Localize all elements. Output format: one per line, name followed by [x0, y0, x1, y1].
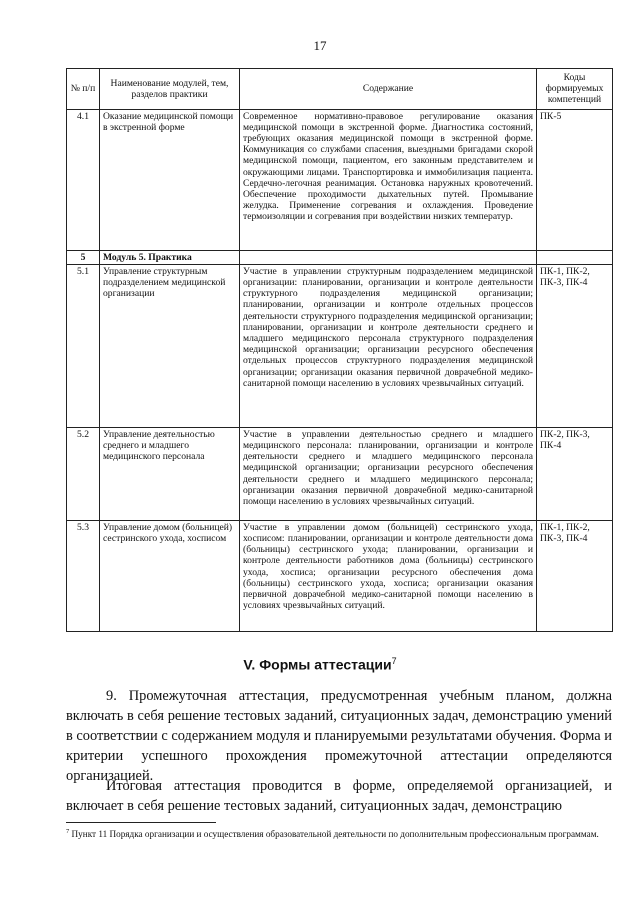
footnote-text: Пункт 11 Порядка организации и осуществления образовательной деятельности по дополнительным профессиональным программам. — [71, 829, 599, 840]
row-name: Управление деятельностью среднего и младшего медицинского персонала — [100, 427, 240, 520]
section-title-text: V. Формы аттестации — [243, 656, 392, 673]
table-row — [67, 427, 613, 520]
footnote-reference: 7 — [391, 656, 397, 666]
header-content: Содержание — [240, 69, 537, 110]
row-codes: ПК-1, ПК-2, ПК-3, ПК-4 — [537, 520, 613, 631]
header-num: № п/п — [67, 69, 100, 110]
row-content: Участие в управлении деятельностью среднего и младшего медицинского персонала: планировании, организации и контроле деятельности среднего и младшего медицинского персонала медицинской организации; организации ресурсного обеспечения деятельности среднего и младшего медицинского персонала; организации оказания первичной доврачебной медико-санитарной помощи населению в условиях чрезвычайных ситуаций. — [240, 427, 537, 520]
row-num: 5.1 — [67, 264, 100, 427]
row-codes: ПК-5 — [537, 109, 613, 250]
modules-table — [66, 68, 613, 632]
row-num: 5.3 — [67, 520, 100, 631]
table-row — [67, 109, 613, 250]
row-codes: ПК-1, ПК-2, ПК-3, ПК-4 — [537, 264, 613, 427]
row-name: Модуль 5. Практика — [100, 250, 240, 264]
page-number: 17 — [313, 38, 327, 53]
row-name: Управление структурным подразделением медицинской организации — [100, 264, 240, 427]
table-row — [67, 520, 613, 631]
table-row — [67, 264, 613, 427]
row-num: 4.1 — [67, 109, 100, 250]
row-num: 5.2 — [67, 427, 100, 520]
row-name: Оказание медицинской помощи в экстренной форме — [100, 109, 240, 250]
row-num: 5 — [67, 250, 100, 264]
row-content: Современное нормативно-правовое регулирование оказания медицинской помощи в экстренной форме. Диагностика состояний, требующих оказания медицинской помощи в экстренной форме. Коммуникация со службами спасения, выездными бригадами скорой медицинской помощи, пациентом, его законным представителем и окружающими лицами. Транспортировка и иммобилизация пациента. Сердечно-легочная реанимация. Остановка наружных кровотечений. Обеспечение проходимости дыхательных путей. Промывание желудка. Применение согревания и охлаждения. Проведение термоизоляции и согревания при воздействии низких температур. — [240, 109, 537, 250]
section-title — [0, 656, 640, 673]
paragraph-intermediate-attestation: 9. Промежуточная аттестация, предусмотренная учебным планом, должна включать в себя решение тестовых заданий, ситуационных задач, демонстрацию умений в соответствии с содержанием модуля и планируемыми результатами обучения. Форма и критерии успешного прохождения промежуточной аттестации определяются организацией. — [66, 688, 612, 784]
row-codes: ПК-2, ПК-3, ПК-4 — [537, 427, 613, 520]
header-name: Наименование модулей, тем, разделов практики — [100, 69, 240, 110]
paragraph-final-attestation: Итоговая аттестация проводится в форме, определяемой организацией, и включает в себя решение тестовых заданий, ситуационных задач, демонстрацию — [66, 778, 612, 814]
row-name: Управление домом (больницей) сестринского ухода, хосписом — [100, 520, 240, 631]
header-codes: Коды формируемых компетенций — [537, 69, 613, 110]
row-content — [240, 250, 537, 264]
row-content: Участие в управлении домом (больницей) сестринского ухода, хосписом: планировании, организации и контроле деятельности дома (больницы) сестринского ухода; планировании, организации и контроле деятельности работников дома (больницы) сестринского ухода, хосписа; организации ресурсного обеспечения дома (больницы) сестринского ухода, хосписа; организации оказания первичной доврачебной медико-санитарной помощи населению в условиях чрезвычайных ситуаций. — [240, 520, 537, 631]
row-codes — [537, 250, 613, 264]
table-header-row — [67, 69, 613, 110]
footnote-mark: 7 — [66, 828, 70, 835]
table-row-module — [67, 250, 613, 264]
footnote — [66, 826, 612, 840]
row-content: Участие в управлении структурным подразделением медицинской организации: планировании, организации и контроле деятельности структурного подразделения медицинской организации; планировании, организации и контроле отдельных процессов деятельности структурного подразделения медицинской организации; планировании, организации и контроле деятельности среднего и младшего медицинского персонала структурного подразделения медицинской организации; организации ресурсного обеспечения отдельных процессов структурного подразделения медицинской организации; организации оказания первичной доврачебной медико-санитарной помощи населению в условиях чрезвычайных ситуаций. — [240, 264, 537, 427]
footnote-divider — [66, 822, 216, 823]
